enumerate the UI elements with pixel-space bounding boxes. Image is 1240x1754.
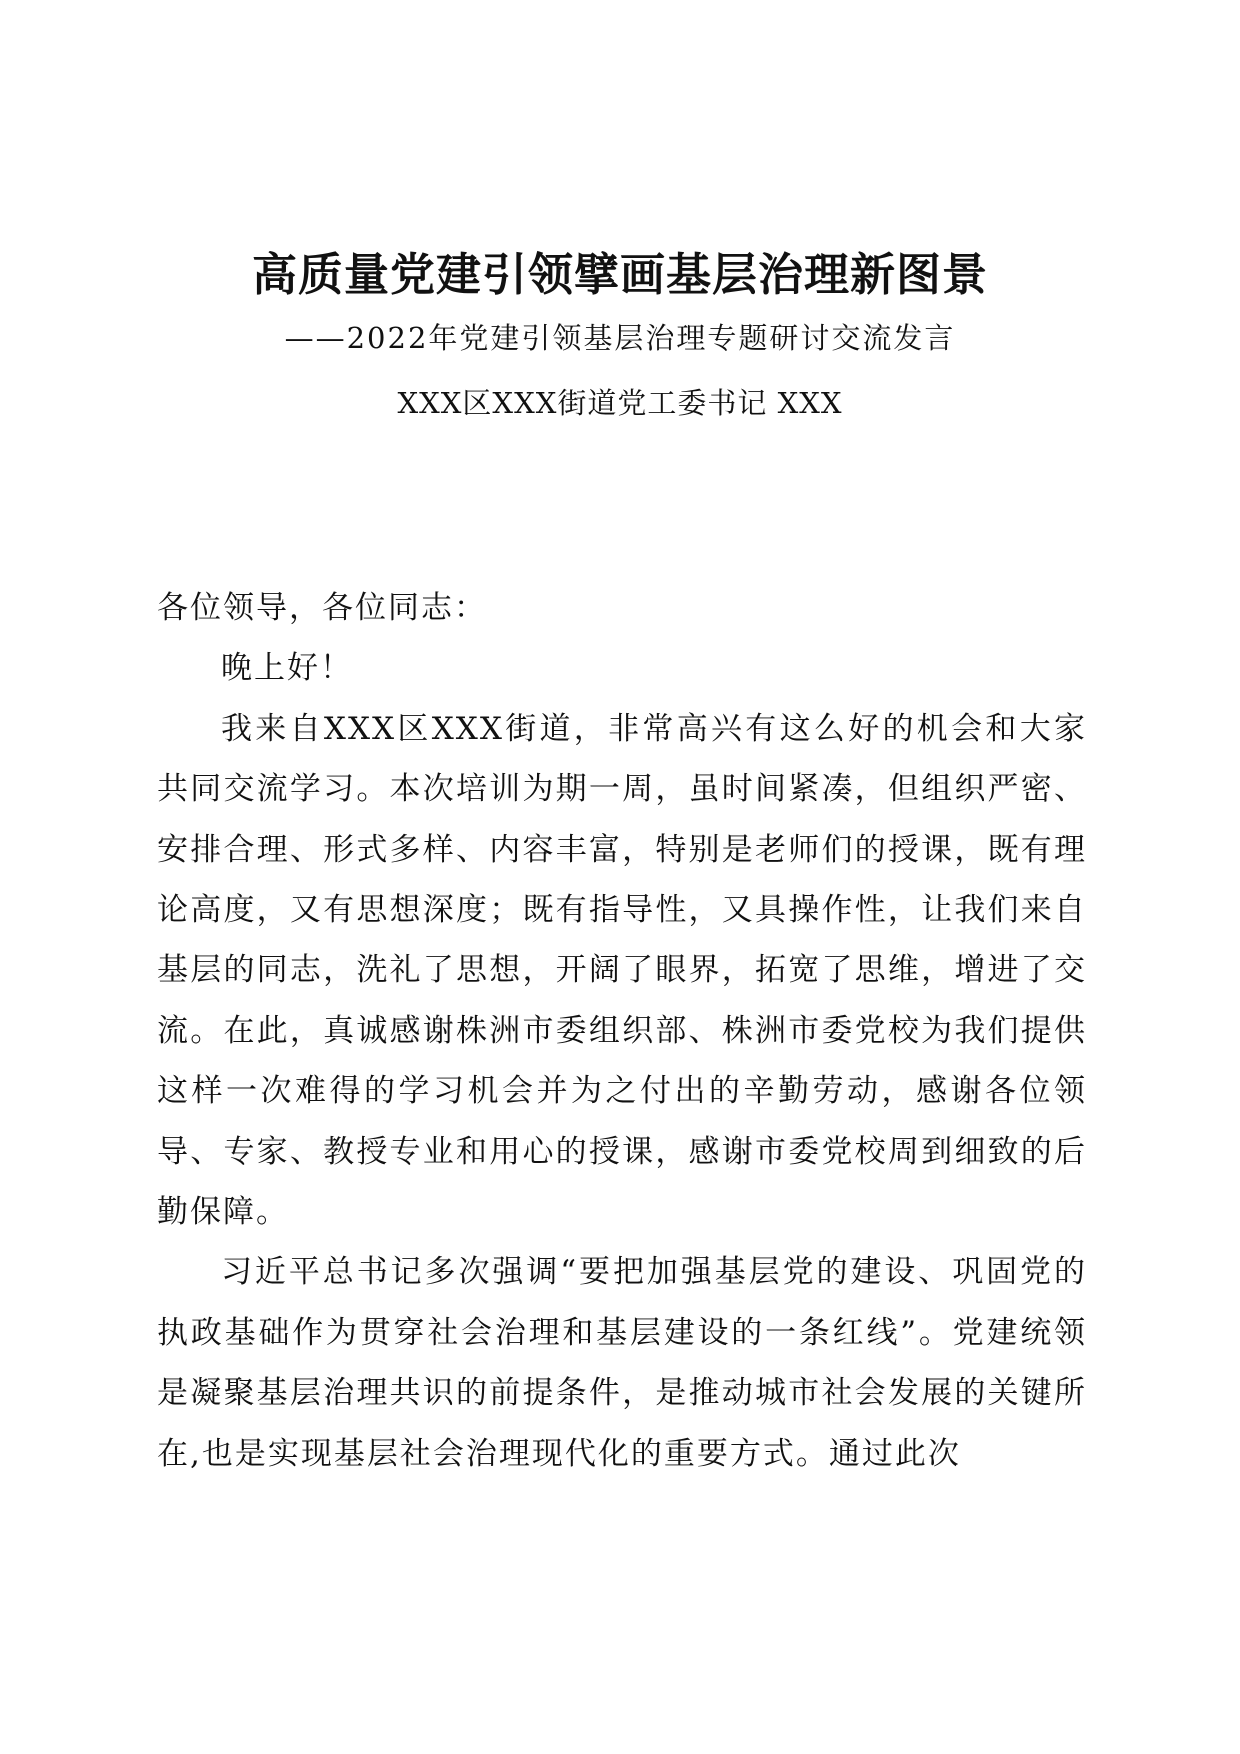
body-paragraph-1: 我来自XXX区XXX街道，非常高兴有这么好的机会和大家共同交流学习。本次培训为期一周，虽时间紧凑，但组织严密、安排合理、形式多样、内容丰富，特别是老师们的授课，既有理论高度，又有思想深度；既有指导性，又具操作性，让我们来自基层的同志，洗礼了思想，开阔了眼界，拓宽了思维，增进了交流。在此，真诚感谢株洲市委组织部、株洲市委党校为我们提供这样一次难得的学习机会并为之付出的辛勤劳动，感谢各位领导、专家、教授专业和用心的授课，感谢市委党校周到细致的后勤保障。: [157, 710, 1087, 1231]
document-author: XXX区XXX街道党工委书记 XXX: [397, 386, 843, 420]
body-paragraph-2: 习近平总书记多次强调“要把加强基层党的建设、巩固党的执政基础作为贯穿社会治理和基层建设的一条红线”。党建统领是凝聚基层治理共识的前提条件，是推动城市社会发展的关键所在,也是实现基层社会治理现代化的重要方式。通过此次: [157, 1254, 1087, 1472]
document-subtitle: ——2022年党建引领基层治理专题研讨交流发言: [284, 321, 956, 355]
greeting: 晚上好！: [221, 650, 353, 687]
document-body: [157, 578, 1087, 1484]
salutation: 各位领导，各位同志：: [157, 590, 487, 626]
document-title: 高质量党建引领擘画基层治理新图景: [251, 248, 988, 301]
